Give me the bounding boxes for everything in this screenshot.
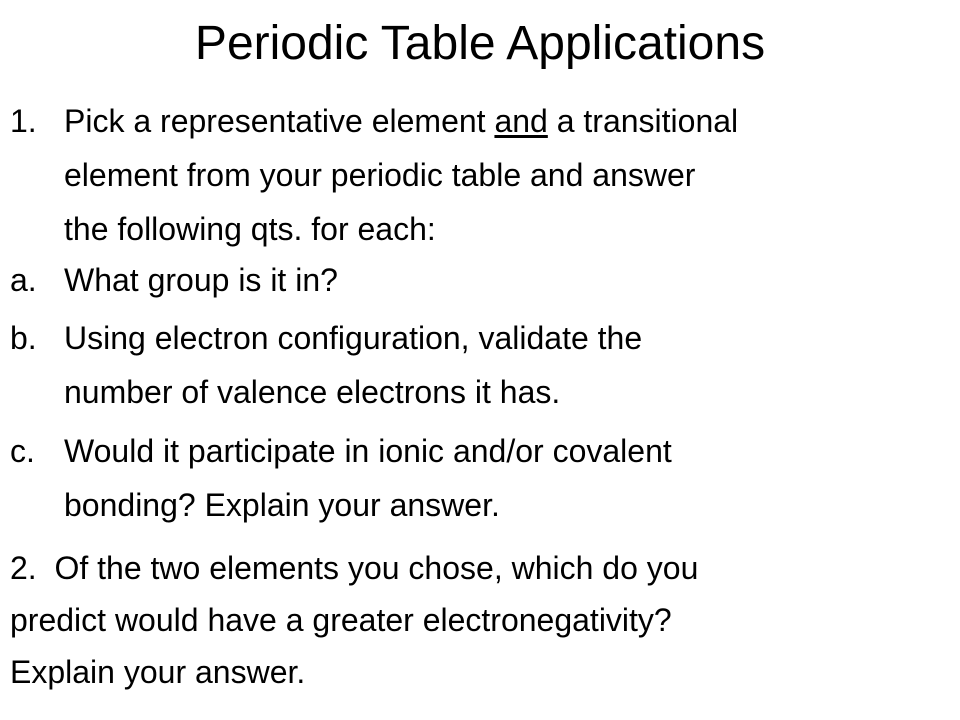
question-1a-marker: a. [10,262,37,298]
question-1c-text [64,424,672,532]
question-1b-marker: b. [10,320,37,356]
question-1-line-1-start: Pick a representative element [64,103,495,139]
question-1-line-2: element from your periodic table and answer [64,157,696,193]
question-1c-line-2: bonding? Explain your answer. [64,487,500,523]
question-2 [10,542,960,698]
question-1-line-3: the following qts. for each: [64,211,436,247]
question-1-text [64,94,738,256]
question-1-marker: 1. [10,103,37,139]
question-2-line-1: 2. Of the two elements you chose, which do you [10,550,699,586]
question-2-line-3: Explain your answer. [10,654,306,690]
question-1a-line-1: What group is it in? [64,262,338,298]
slide-title: Periodic Table Applications [194,17,766,70]
underlined-and: and [494,103,548,139]
question-1c-line-1: Would it participate in ionic and/or covalent [64,433,672,469]
question-1b-line-2: number of valence electrons it has. [64,374,561,410]
question-1c-marker: c. [10,433,35,469]
question-2-line-2: predict would have a greater electronegativity? [10,602,672,638]
question-1-line-1-end: a transitional [547,103,739,139]
question-1b-line-1: Using electron configuration, validate the [64,320,643,356]
question-1-line-1 [64,94,738,148]
question-1a-text [64,253,338,307]
question-1b-text [64,311,642,419]
